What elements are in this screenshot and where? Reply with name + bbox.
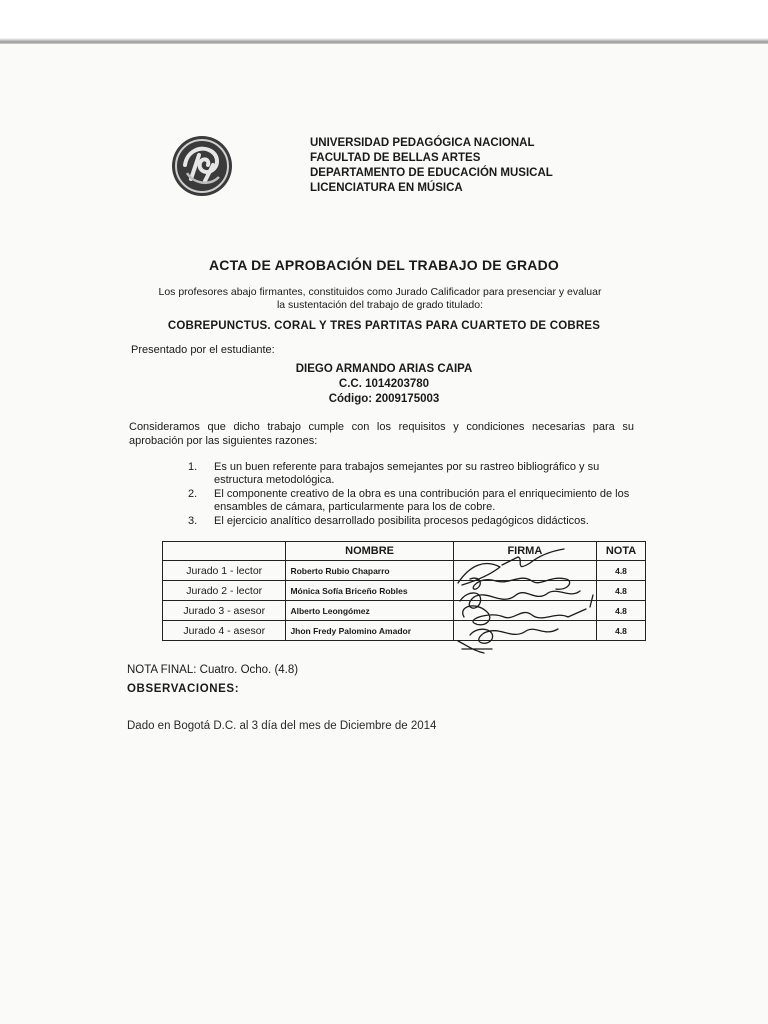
work-title: COBREPUNCTUS. CORAL Y TRES PARTITAS PARA CUARTETO DE COBRES [167, 320, 601, 332]
jury-grade: 4.8 [597, 601, 646, 621]
list-item [188, 515, 638, 528]
scan-top-edge [0, 0, 768, 44]
jury-grade: 4.8 [597, 581, 646, 601]
university-name: UNIVERSIDAD PEDAGÓGICA NACIONAL [310, 137, 535, 149]
jury-name: Roberto Rubio Chaparro [286, 561, 453, 581]
student-code: Código: 2009175003 [328, 393, 440, 405]
document-title: ACTA DE APROBACIÓN DEL TRABAJO DE GRADO [208, 257, 560, 273]
header-signature: FIRMA [453, 542, 596, 561]
intro-line-2: la sustentación del trabajo de grado titulado: [276, 299, 484, 311]
final-grade-value: Cuatro. Ocho. (4.8) [199, 664, 299, 676]
student-info [0, 362, 768, 407]
list-item-number: 2. [188, 488, 198, 500]
jury-role: Jurado 3 - asesor [163, 601, 286, 621]
program-name: LICENCIATURA EN MÚSICA [310, 182, 463, 194]
date-given: Dado en Bogotá D.C. al 3 día del mes de Diciembre de 2014 [127, 720, 437, 732]
header-role [163, 542, 286, 561]
student-name: DIEGO ARMANDO ARIAS CAIPA [295, 363, 473, 375]
jury-name: Jhon Fredy Palomino Amador [286, 621, 453, 641]
header-grade: NOTA [597, 542, 646, 561]
list-item [188, 488, 638, 514]
list-item [188, 461, 638, 487]
university-seal-icon [171, 135, 233, 197]
jury-role: Jurado 2 - lector [163, 581, 286, 601]
jury-role: Jurado 1 - lector [163, 561, 286, 581]
list-item-text: El ejercicio analítico desarrollado posibilita procesos pedagógicos didácticos. [214, 515, 589, 527]
jury-name: Mónica Sofía Briceño Robles [286, 581, 453, 601]
reasons-intro: Consideramos que dicho trabajo cumple con los requisitos y condiciones necesarias para su aprobación por las siguientes razones: [129, 421, 634, 447]
jury-grade: 4.8 [597, 621, 646, 641]
jury-role: Jurado 4 - asesor [163, 621, 286, 641]
handwritten-signatures [440, 545, 600, 660]
presented-by-label: Presentado por el estudiante: [131, 344, 275, 356]
list-item-number: 1. [188, 461, 198, 473]
reasons-list [188, 461, 638, 529]
list-item-number: 3. [188, 515, 198, 527]
jury-grade: 4.8 [597, 561, 646, 581]
department-name: DEPARTAMENTO DE EDUCACIÓN MUSICAL [310, 167, 553, 179]
faculty-name: FACULTAD DE BELLAS ARTES [310, 152, 481, 164]
list-item-text: El componente creativo de la obra es una contribución para el enriquecimiento de los ensambles de cámara, particularmente para los de cobre. [214, 488, 630, 513]
final-grade-label: NOTA FINAL: [127, 664, 197, 676]
intro-line-1: Los profesores abajo firmantes, constituidos como Jurado Calificador para presenciar y evaluar [158, 286, 602, 298]
final-grade [127, 664, 298, 676]
intro-paragraph [120, 286, 640, 312]
observations-label: OBSERVACIONES: [127, 683, 240, 695]
list-item-text: Es un buen referente para trabajos semejantes por su rastreo bibliográfico y su estructura metodológica. [214, 461, 600, 486]
header-name: NOMBRE [286, 542, 453, 561]
student-id: C.C. 1014203780 [338, 378, 430, 390]
institution-header [310, 136, 553, 196]
jury-name: Alberto Leongómez [286, 601, 453, 621]
